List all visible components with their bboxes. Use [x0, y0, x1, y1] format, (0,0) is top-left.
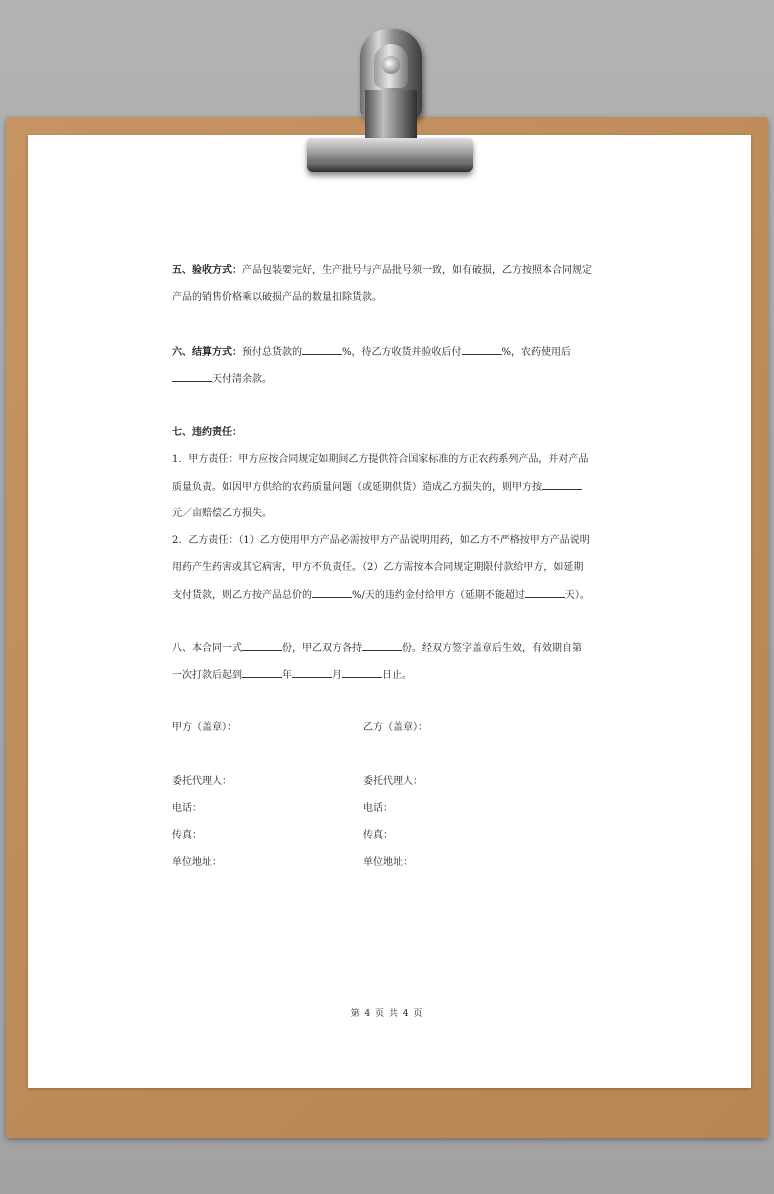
clip-lip [307, 162, 473, 172]
party-a-address-label: 单位地址： [172, 857, 222, 868]
section-6-text-1a: 预付总货款的 [242, 347, 302, 358]
section-8-line-1 [172, 641, 582, 656]
section-7-p2-line-2: 用药产生药害或其它病害，甲方不负责任。（2）乙方需按本合同规定期限付款给甲方，如延期 [172, 562, 584, 573]
section-5-heading: 五、验收方式： [172, 265, 242, 276]
section-5-text-1: 产品包装要完好，生产批号与产品批号须一致，如有破损，乙方按照本合同规定 [242, 265, 592, 276]
section-8-text-1c: 份。经双方签字盖章后生效，有效期自第 [402, 643, 582, 654]
section-7-p1-line-2 [172, 480, 582, 495]
page-number: 第 4 页 共 4 页 [350, 1009, 424, 1019]
section-6-text-2b: 天付清余款。 [212, 374, 272, 385]
section-5-line-1 [172, 264, 592, 278]
party-a-seal-label: 甲方（盖章）： [172, 722, 237, 733]
clip-neck [365, 90, 417, 140]
party-b-address-label: 单位地址： [363, 857, 413, 868]
section-6-text-1c: %，农药使用后 [501, 347, 572, 358]
party-b-fax-label: 传真： [363, 830, 393, 841]
section-7-p2-text-3c: 天）。 [564, 590, 590, 601]
blank-prepay-percent [302, 345, 342, 355]
section-6-line-2 [172, 372, 272, 387]
blank-day [342, 668, 382, 678]
blank-year [242, 668, 282, 678]
section-7-p1-text-2: 质量负责。如因甲方供给的农药质量问题（或延期供货）造成乙方损失的，则甲方按 [172, 482, 542, 493]
party-b-seal-label: 乙方（盖章）： [363, 722, 428, 733]
section-7-heading: 七、违约责任： [172, 427, 242, 438]
party-b-phone-label: 电话： [363, 803, 393, 814]
section-7-p2-text-3a: 支付货款，则乙方按产品总价的 [172, 590, 312, 601]
clip-rivet-icon [382, 56, 400, 74]
blank-accept-percent [462, 345, 502, 355]
section-8-text-1a: 八、本合同一式 [172, 643, 242, 654]
blank-copies-each [362, 641, 402, 651]
blank-penalty-percent [312, 588, 352, 598]
section-8-text-2c: 月 [332, 670, 342, 681]
section-7-p2-text-3b: %/天的违约金付给甲方（延期不能超过 [352, 590, 525, 601]
section-8-line-2 [172, 668, 412, 683]
party-a-phone-label: 电话： [172, 803, 202, 814]
section-8-text-2d: 日止。 [382, 670, 412, 681]
blank-copies [242, 641, 282, 651]
blank-compensation [542, 480, 582, 490]
blank-month [292, 668, 332, 678]
section-5-line-2: 产品的销售价格乘以破损产品的数量扣除货款。 [172, 292, 382, 303]
party-a-fax-label: 传真： [172, 830, 202, 841]
section-7-p2-line-1: 2．乙方责任：（1）乙方使用甲方产品必需按甲方产品说明用药，如乙方不严格按甲方产品说明 [172, 535, 590, 546]
blank-days [172, 372, 212, 382]
section-6-heading: 六、结算方式： [172, 347, 242, 358]
section-8-text-2b: 年 [282, 670, 292, 681]
section-8-text-2a: 一次打款后起到 [172, 670, 242, 681]
section-6-line-1 [172, 345, 571, 360]
blank-max-delay-days [525, 588, 565, 598]
section-7-p2-line-3 [172, 588, 590, 603]
section-7-p1-line-1: 1．甲方责任：甲方应按合同规定如期间乙方提供符合国家标准的方正农药系列产品，并对产品 [172, 454, 589, 465]
party-b-agent-label: 委托代理人： [363, 776, 423, 787]
section-8-text-1b: 份，甲乙双方各持 [282, 643, 362, 654]
section-6-text-1b: %，待乙方收货并验收后付 [342, 347, 462, 358]
section-7-p1-line-3: 元／亩赔偿乙方损失。 [172, 508, 272, 519]
party-a-agent-label: 委托代理人： [172, 776, 232, 787]
